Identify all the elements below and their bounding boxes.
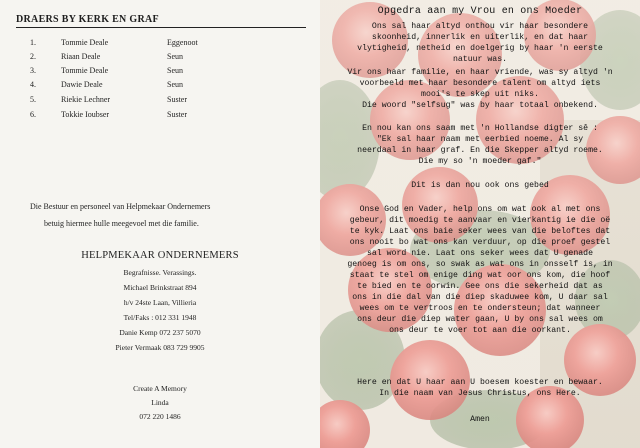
poem-line: voorbeeld met haar besondere talent om altyd iets	[359, 79, 601, 88]
poem-line: "Ek sal haar naam met eerbied noeme. Al sy	[376, 135, 584, 144]
prayer-line: staat te stel om enige ding wat oor ons kom, die hoof	[349, 271, 611, 280]
bearers-heading: DRAERS BY KERK EN GRAF	[16, 14, 159, 25]
firm-detail: Begrafnisse. Verassings.	[123, 268, 197, 277]
firm-detail: h/v 24ste Laan, Villieria	[123, 298, 197, 307]
bearer-name: Dawie Deale	[61, 80, 103, 89]
prayer-line: Onse God en Vader, help ons om wat ook al met ons	[359, 205, 601, 214]
bearer-row	[0, 52, 320, 64]
bearer-relation: Seun	[167, 66, 183, 75]
bearer-name: Tokkie Ioubser	[61, 110, 110, 119]
firm-detail: Danie Kemp 072 237 5070	[119, 328, 201, 337]
bearer-number: 2.	[30, 52, 36, 61]
tribute-line: betuig hiermee hulle meegevoel met die familie.	[44, 219, 199, 228]
bearer-row	[0, 66, 320, 78]
bearer-relation: Seun	[167, 80, 183, 89]
firm-name: HELPMEKAAR ONDERNEMERS	[81, 250, 239, 261]
dedication-title: Opgedra aan my Vrou en ons Moeder	[377, 6, 583, 17]
poem-line: En nou kan ons saam met 'n Hollandse digter sê :	[362, 124, 598, 133]
poem-line: Vir ons haar familie, en haar vriende, was sy altyd 'n	[347, 68, 613, 77]
bearer-number: 5.	[30, 95, 36, 104]
bearer-number: 3.	[30, 66, 36, 75]
prayer-heading: Dit is dan nou ook ons gebed	[411, 181, 549, 190]
poem-line: neerdaal in haar graf. En die Skepper altyd roeme.	[357, 146, 603, 155]
amen-line: Amen	[470, 415, 490, 424]
poem-line: Die my so 'n moeder gaf."	[418, 157, 542, 166]
prayer-line: Here en dat U haar aan U boesem koester en bewaar.	[357, 378, 603, 387]
prayer-line: sal word nie. Laat ons seker wees dat U genade	[366, 249, 593, 258]
prayer-line: wees om te vertroos en te ondersteun; dat wanneer	[359, 304, 601, 313]
bearer-name: Tommie Deale	[61, 66, 109, 75]
bearer-row	[0, 110, 320, 122]
poem-line: skoonheid, innerlik en uiterlik, en dat haar	[371, 33, 589, 42]
memory-footer-line: Create A Memory	[133, 384, 187, 393]
prayer-line: genoeg is om ons, so swak as wat ons in onsself is, in	[347, 260, 613, 269]
poem-line: natuur was.	[452, 55, 508, 64]
prayer-line: te kyk. Laat ons baie seker wees van die beloftes dat	[349, 227, 611, 236]
bearer-number: 1.	[30, 38, 36, 47]
bearer-name: Tommie Deale	[61, 38, 109, 47]
prayer-line: ons in die dal van die diep skaduwee kom, U daar sal	[352, 293, 608, 302]
bearer-relation: Eggenoot	[167, 38, 198, 47]
bearer-row	[0, 95, 320, 107]
poem-line: Die woord "selfsug" was by haar totaal onbekend.	[362, 101, 598, 110]
prayer-line: ons deur te voer tot aan die oorkant.	[389, 326, 571, 335]
memory-footer-line: Linda	[151, 398, 169, 407]
bearer-relation: Seun	[167, 52, 183, 61]
poem-line: vlytigheid, netheid en doelgerig by haar 'n eerste	[357, 44, 603, 53]
bearer-row	[0, 38, 320, 50]
firm-detail: Pieter Vermaak 083 729 9905	[115, 343, 205, 352]
bearer-relation: Suster	[167, 110, 187, 119]
tribute-line: Die Bestuur en personeel van Helpmekaar Ondernemers	[30, 202, 211, 211]
bearer-name: Riaan Deale	[61, 52, 101, 61]
bearer-name: Riekie Lechner	[61, 95, 111, 104]
right-page	[320, 0, 640, 448]
heading-rule	[16, 27, 306, 28]
prayer-line: In die naam van Jesus Christus, ons Here.	[379, 389, 581, 398]
prayer-line: ons deur die diep water gaan, U by ons sal wees om	[357, 315, 603, 324]
bearer-row	[0, 80, 320, 92]
firm-detail: Tel/Faks : 012 331 1948	[123, 313, 197, 322]
memory-footer-line: 072 220 1486	[139, 412, 181, 421]
prayer-line: te bied en te oorwin. Gee ons die sekerheid dat as	[357, 282, 603, 291]
poem-line: mooi's te skep uit niks.	[421, 90, 539, 99]
bearer-number: 4.	[30, 80, 36, 89]
poem-line: Ons sal haar altyd onthou vir haar besondere	[371, 22, 589, 31]
prayer-line: gebeur, dit moedig te aanvaar en vierkantig ie die oë	[349, 216, 611, 225]
bearer-number: 6.	[30, 110, 36, 119]
bearer-relation: Suster	[167, 95, 187, 104]
firm-detail: Michael Brinkstraat 894	[123, 283, 197, 292]
prayer-line: ons nooit bo wat ons kan verduur, op die proef gestel	[349, 238, 611, 247]
